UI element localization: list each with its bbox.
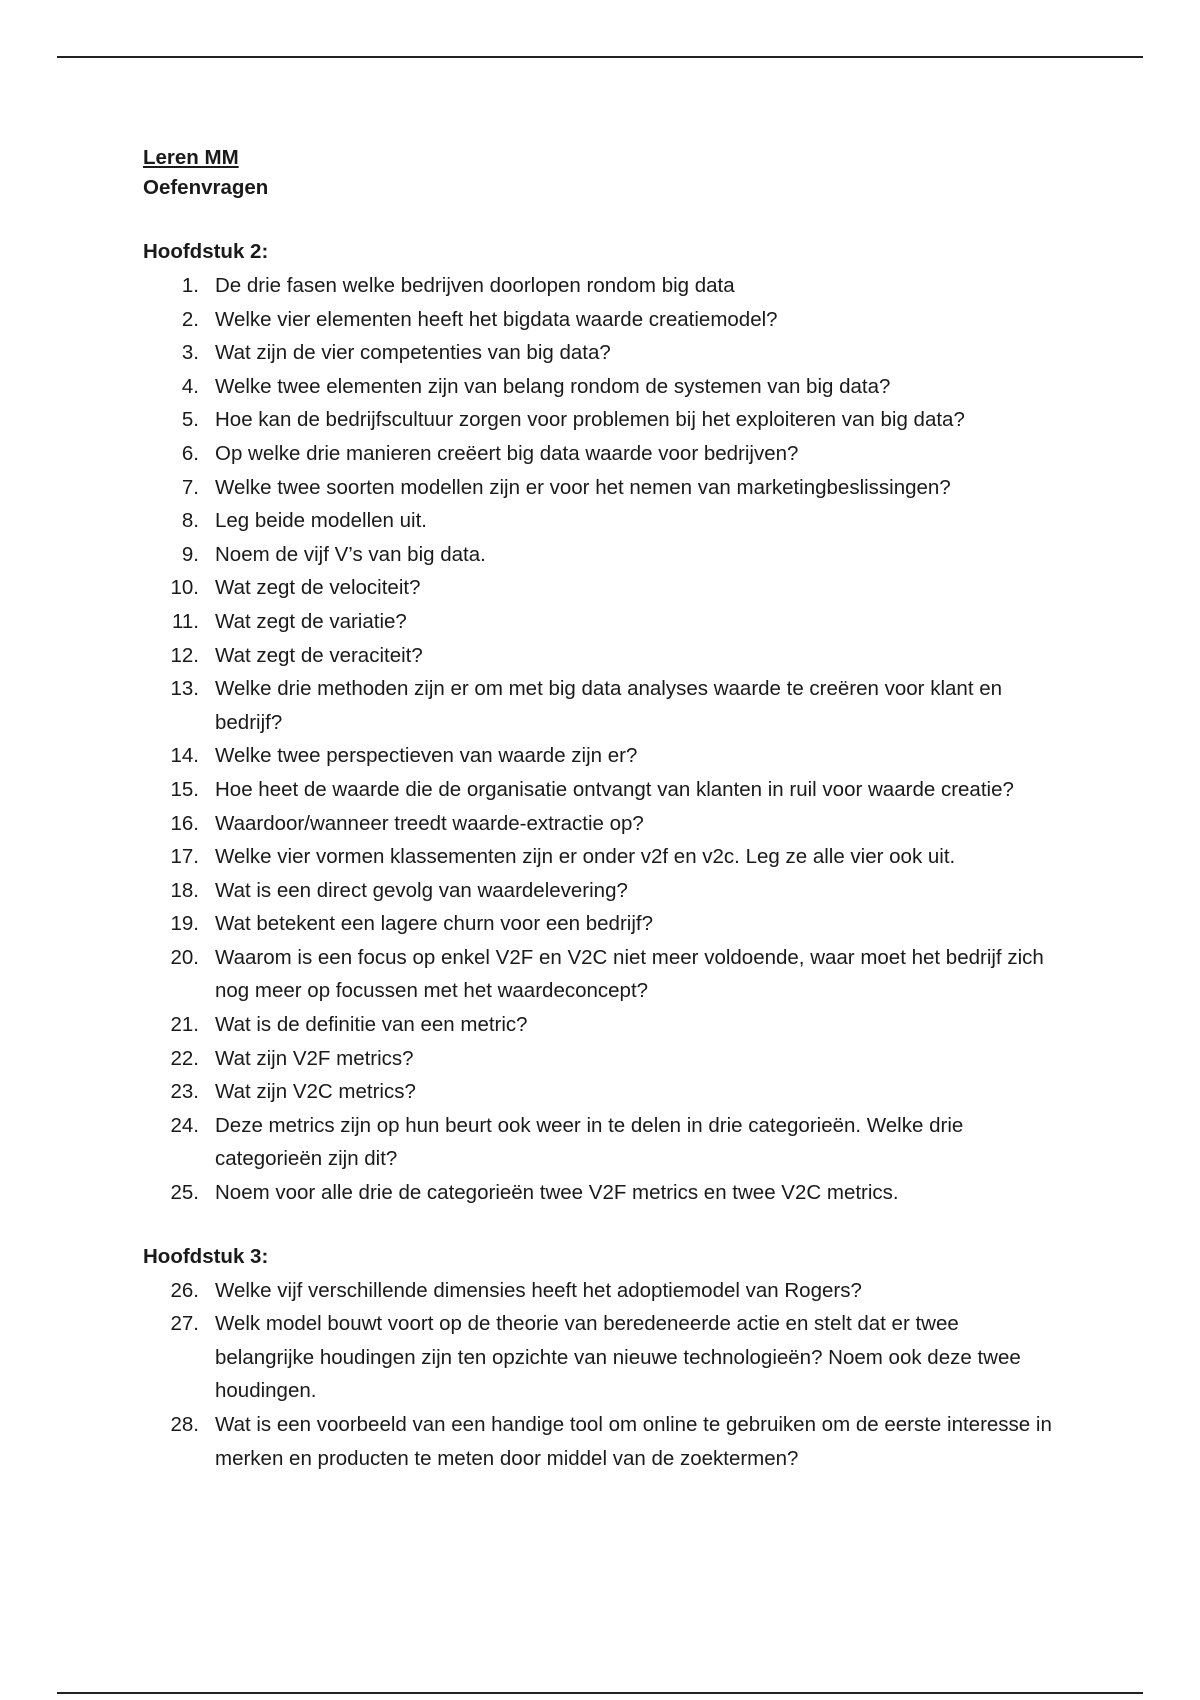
question-item: [143, 773, 1063, 807]
question-text: Welke vijf verschillende dimensies heeft het adoptiemodel van Rogers?: [215, 1278, 862, 1302]
question-text: Welke vier elementen heeft het bigdata waarde creatiemodel?: [215, 307, 778, 331]
question-text: Waarom is een focus op enkel V2F en V2C niet meer voldoende, waar moet het bedrijf zich nog meer op focussen met het waardeconcept?: [215, 945, 1044, 1003]
question-number: 26.: [170, 1278, 199, 1302]
document-title: Leren MM: [143, 146, 239, 169]
question-number: 15.: [170, 777, 199, 801]
question-text: Wat zijn de vier competenties van big data?: [215, 341, 611, 365]
question-item: [143, 1008, 1063, 1042]
question-item: [143, 1075, 1063, 1109]
question-item: [143, 1042, 1063, 1076]
question-text: Welke vier vormen klassementen zijn er onder v2f en v2c. Leg ze alle vier ook uit.: [215, 845, 956, 869]
document-body: [143, 143, 1063, 1475]
question-list: [143, 1274, 1063, 1476]
question-number: 5.: [181, 408, 199, 432]
question-item: [143, 1408, 1063, 1475]
document-subtitle: Oefenvragen: [143, 176, 269, 199]
question-text: Noem voor alle drie de categorieën twee V2F metrics en twee V2C metrics.: [215, 1181, 899, 1205]
question-list: [143, 269, 1063, 1210]
question-text: Deze metrics zijn op hun beurt ook weer in te delen in drie categorieën. Welke drie categorieën zijn dit?: [215, 1113, 964, 1171]
question-number: 4.: [181, 374, 199, 398]
question-item: [143, 672, 1063, 739]
question-text: Op welke drie manieren creëert big data waarde voor bedrijven?: [215, 441, 799, 465]
question-item: [143, 941, 1063, 1008]
chapter-heading: Hoofdstuk 3:: [143, 1244, 269, 1268]
question-item: [143, 1176, 1063, 1210]
question-number: 23.: [170, 1080, 199, 1104]
question-number: 25.: [170, 1181, 199, 1205]
question-item: [143, 504, 1063, 538]
question-item: [143, 303, 1063, 337]
question-item: [143, 437, 1063, 471]
question-item: [143, 639, 1063, 673]
question-number: 22.: [170, 1046, 199, 1070]
question-item: [143, 403, 1063, 437]
question-text: Wat zijn V2F metrics?: [215, 1046, 414, 1070]
question-text: Waardoor/wanneer treedt waarde-extractie op?: [215, 811, 644, 835]
question-number: 19.: [170, 912, 199, 936]
question-item: [143, 840, 1063, 874]
question-text: Leg beide modellen uit.: [215, 509, 427, 533]
question-item: [143, 605, 1063, 639]
question-item: [143, 1307, 1063, 1408]
question-item: [143, 874, 1063, 908]
question-text: Welke twee soorten modellen zijn er voor het nemen van marketingbeslissingen?: [215, 475, 951, 499]
question-number: 20.: [170, 945, 199, 969]
question-text: Welke twee perspectieven van waarde zijn er?: [215, 744, 638, 768]
footer-rule: [57, 1692, 1143, 1694]
question-item: [143, 1274, 1063, 1308]
question-text: Welke drie methoden zijn er om met big data analyses waarde te creëren voor klant en bedrijf?: [215, 677, 1003, 734]
question-number: 10.: [170, 576, 199, 600]
question-text: Wat zegt de variatie?: [215, 609, 407, 633]
question-number: 9.: [181, 542, 199, 566]
question-number: 16.: [170, 811, 199, 835]
question-number: 3.: [181, 341, 199, 365]
question-item: [143, 1109, 1063, 1176]
question-number: 1.: [181, 274, 199, 297]
question-text: Welk model bouwt voort op de theorie van beredeneerde actie en stelt dat er twee belangrijke houdingen zijn ten opzichte van nieuwe technologieën? Noem ook deze twee houdingen.: [215, 1312, 1021, 1403]
question-text: Wat zegt de veraciteit?: [215, 643, 423, 667]
question-number: 7.: [181, 475, 199, 499]
question-item: [143, 807, 1063, 841]
question-text: Wat is de definitie van een metric?: [215, 1013, 528, 1037]
question-text: Hoe heet de waarde die de organisatie ontvangt van klanten in ruil voor waarde creatie?: [215, 777, 1014, 801]
question-number: 6.: [181, 441, 199, 465]
question-number: 14.: [170, 744, 199, 768]
question-number: 24.: [170, 1113, 199, 1137]
question-item: [143, 336, 1063, 370]
question-item: [143, 471, 1063, 505]
question-number: 17.: [170, 845, 199, 869]
chapter-section: [143, 235, 1063, 1210]
question-number: 2.: [181, 307, 199, 331]
question-text: Wat is een direct gevolg van waardelevering?: [215, 878, 628, 902]
question-text: Wat zijn V2C metrics?: [215, 1080, 416, 1104]
question-number: 28.: [170, 1413, 199, 1436]
question-number: 8.: [181, 509, 199, 533]
question-item: [143, 739, 1063, 773]
question-text: Welke twee elementen zijn van belang rondom de systemen van big data?: [215, 374, 891, 398]
question-number: 18.: [170, 878, 199, 902]
question-number: 11.: [172, 609, 199, 633]
chapter-section: [143, 1240, 1063, 1476]
header-rule: [57, 56, 1143, 58]
question-text: Hoe kan de bedrijfscultuur zorgen voor problemen bij het exploiteren van big data?: [215, 408, 965, 432]
question-item: [143, 370, 1063, 404]
question-text: De drie fasen welke bedrijven doorlopen rondom big data: [215, 274, 735, 297]
question-item: [143, 538, 1063, 572]
question-text: Wat is een voorbeeld van een handige tool om online te gebruiken om de eerste interesse in merken en producten te meten door middel van de zoektermen?: [215, 1413, 1052, 1470]
question-number: 27.: [170, 1312, 199, 1336]
question-item: [143, 571, 1063, 605]
question-number: 21.: [170, 1013, 199, 1037]
question-text: Wat betekent een lagere churn voor een bedrijf?: [215, 912, 653, 936]
question-item: [143, 907, 1063, 941]
question-item: [143, 269, 1063, 303]
question-text: Wat zegt de velociteit?: [215, 576, 421, 600]
chapter-heading: Hoofdstuk 2:: [143, 240, 269, 263]
question-text: Noem de vijf V’s van big data.: [215, 542, 486, 566]
question-number: 12.: [170, 643, 199, 667]
question-number: 13.: [170, 677, 199, 701]
